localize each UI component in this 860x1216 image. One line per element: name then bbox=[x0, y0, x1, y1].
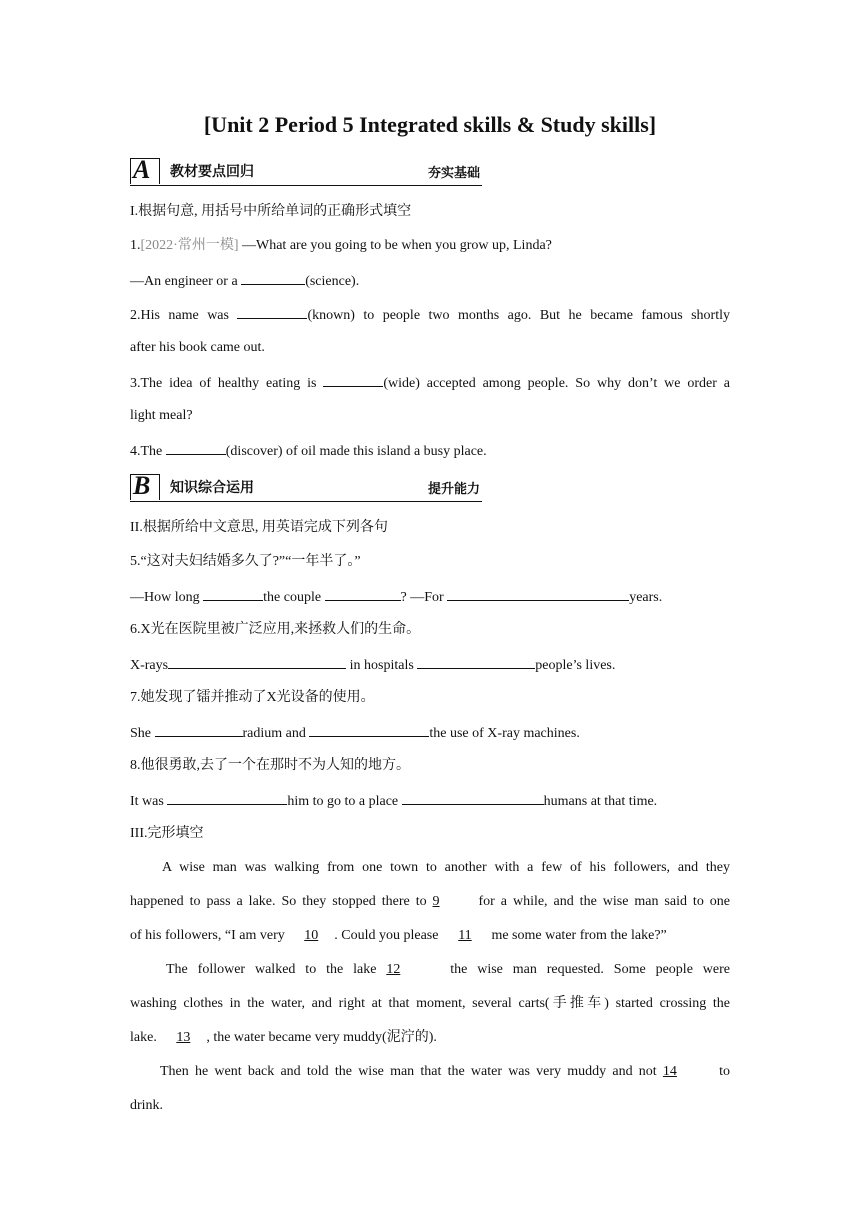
cloze-paragraph-1-line-3 bbox=[130, 926, 730, 946]
banner-letter: A bbox=[133, 155, 150, 184]
question-text: him to go to a place bbox=[287, 794, 402, 809]
question-source: [2022·常州一模] bbox=[140, 238, 239, 253]
section2-heading: II.根据所给中文意思, 用英语完成下列各句 bbox=[130, 520, 388, 535]
question-text: —What are you going to be when you grow up, Linda? bbox=[238, 238, 552, 253]
banner-heading: 教材要点回归 bbox=[170, 164, 254, 180]
question-text: the use of X-ray machines. bbox=[429, 726, 580, 741]
cloze-paragraph-3-line-2: drink. bbox=[130, 1098, 164, 1113]
question-8-answer bbox=[130, 790, 730, 812]
question-6-chinese: 6.X光在医院里被广泛应用,来拯救人们的生命。 bbox=[130, 622, 421, 637]
question-text: radium and bbox=[242, 726, 310, 741]
answer-blank[interactable] bbox=[237, 304, 307, 319]
question-1-line-2 bbox=[130, 270, 730, 292]
cloze-text: for a while, and the wise man said to one bbox=[472, 894, 730, 909]
section-banner-b bbox=[130, 471, 482, 502]
question-text: (science). bbox=[305, 274, 360, 289]
banner-rule bbox=[130, 501, 482, 502]
cloze-text: lake. bbox=[130, 1030, 161, 1045]
answer-blank[interactable] bbox=[325, 586, 401, 601]
banner-letter: B bbox=[133, 471, 150, 500]
banner-tag: 提升能力 bbox=[427, 482, 480, 497]
answer-blank[interactable] bbox=[417, 654, 535, 669]
banner-rule bbox=[130, 185, 482, 186]
question-text: (wide) accepted among people. So why don’t we order a bbox=[383, 376, 730, 391]
question-text: —How long bbox=[130, 590, 204, 605]
question-1-line-1 bbox=[130, 236, 730, 256]
banner-heading: 知识综合运用 bbox=[170, 480, 254, 496]
question-2-line-2: after his book came out. bbox=[130, 340, 265, 355]
cloze-paragraph-1-line-2 bbox=[130, 892, 730, 912]
answer-blank[interactable] bbox=[402, 790, 544, 805]
section-banner-a bbox=[130, 155, 482, 186]
question-4 bbox=[130, 440, 730, 462]
question-text: years. bbox=[629, 590, 663, 605]
cloze-paragraph-3-line-1 bbox=[160, 1062, 730, 1082]
question-text: 2.His name was bbox=[130, 308, 238, 323]
question-7-chinese: 7.她发现了镭并推动了X光设备的使用。 bbox=[130, 690, 375, 705]
cloze-text: , the water became very muddy(泥泞的). bbox=[206, 1030, 437, 1045]
question-text: —An engineer or a bbox=[130, 274, 242, 289]
cloze-blank-13[interactable]: 13 bbox=[176, 1030, 191, 1045]
question-3-line-1 bbox=[130, 372, 730, 394]
cloze-blank-10[interactable]: 10 bbox=[304, 928, 319, 943]
question-2-line-1 bbox=[130, 304, 730, 326]
cloze-text: of his followers, “I am very bbox=[130, 928, 289, 943]
answer-blank[interactable] bbox=[309, 722, 429, 737]
answer-blank[interactable] bbox=[167, 790, 287, 805]
cloze-text: to bbox=[712, 1064, 731, 1079]
banner-letter-box bbox=[130, 471, 160, 500]
section1-heading: I.根据句意, 用括号中所给单词的正确形式填空 bbox=[130, 204, 412, 219]
question-5-answer bbox=[130, 586, 730, 608]
page-title: [Unit 2 Period 5 Integrated skills & Study skills] bbox=[203, 112, 657, 137]
answer-blank[interactable] bbox=[203, 586, 263, 601]
cloze-paragraph-2-line-1 bbox=[166, 960, 730, 980]
answer-blank[interactable] bbox=[323, 372, 383, 387]
cloze-text: . Could you please bbox=[334, 928, 442, 943]
question-text: 4.The bbox=[130, 444, 166, 459]
section3-heading: III.完形填空 bbox=[130, 826, 204, 841]
question-text: (discover) of oil made this island a busy place. bbox=[225, 444, 487, 459]
answer-blank[interactable] bbox=[166, 440, 226, 455]
question-8-chinese: 8.他很勇敢,去了一个在那时不为人知的地方。 bbox=[130, 758, 410, 773]
cloze-text: the wise man requested. Some people were bbox=[440, 962, 730, 977]
question-text: (known) to people two months ago. But he became famous shortly bbox=[307, 308, 731, 323]
cloze-paragraph-2-line-3 bbox=[130, 1028, 730, 1048]
banner-tag: 夯实基础 bbox=[427, 166, 480, 181]
question-text: people’s lives. bbox=[535, 658, 616, 673]
question-text: the couple bbox=[263, 590, 325, 605]
question-text: humans at that time. bbox=[543, 794, 658, 809]
question-text: 3.The idea of healthy eating is bbox=[130, 376, 324, 391]
cloze-blank-12[interactable]: 12 bbox=[386, 962, 401, 977]
cloze-paragraph-2-line-2: washing clothes in the water, and right at that moment, several carts(手推车) started crossing the bbox=[130, 996, 730, 1011]
question-5-chinese: 5.“这对夫妇结婚多久了?”“一年半了。” bbox=[130, 554, 361, 569]
answer-blank[interactable] bbox=[447, 586, 629, 601]
question-6-answer bbox=[130, 654, 730, 676]
question-text: She bbox=[130, 726, 155, 741]
cloze-blank-14[interactable]: 14 bbox=[662, 1064, 677, 1079]
question-number: 1. bbox=[130, 238, 141, 253]
answer-blank[interactable] bbox=[168, 654, 346, 669]
question-7-answer bbox=[130, 722, 730, 744]
question-text: It was bbox=[130, 794, 168, 809]
question-text: in hospitals bbox=[346, 658, 418, 673]
cloze-text: Then he went back and told the wise man that the water was very muddy and not bbox=[160, 1064, 663, 1079]
question-3-line-2: light meal? bbox=[130, 408, 193, 423]
question-text: ? —For bbox=[400, 590, 448, 605]
cloze-text: The follower walked to the lake bbox=[166, 962, 387, 977]
question-text: X-rays bbox=[130, 658, 169, 673]
cloze-paragraph-1-line-1: A wise man was walking from one town to another with a few of his followers, and they bbox=[162, 860, 730, 875]
cloze-blank-9[interactable]: 9 bbox=[432, 894, 440, 909]
answer-blank[interactable] bbox=[241, 270, 305, 285]
banner-letter-box bbox=[130, 155, 160, 184]
answer-blank[interactable] bbox=[155, 722, 243, 737]
cloze-text: me some water from the lake?” bbox=[487, 928, 667, 943]
cloze-text: happened to pass a lake. So they stopped there to bbox=[130, 894, 433, 909]
cloze-blank-11[interactable]: 11 bbox=[458, 928, 472, 943]
